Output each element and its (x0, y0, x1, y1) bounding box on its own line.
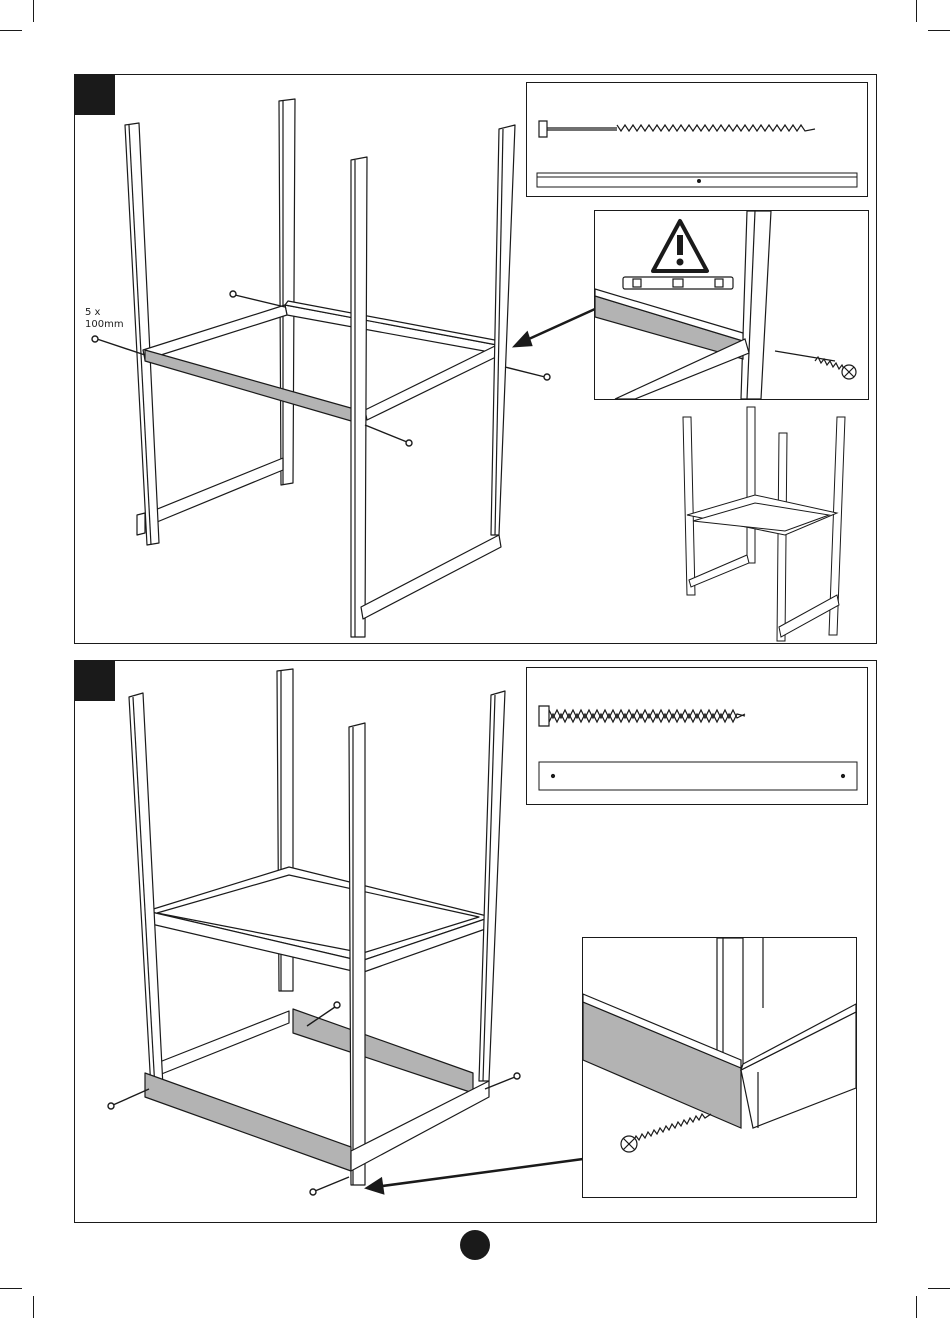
rail-two-holes-icon (527, 668, 867, 804)
crop-mark (33, 1296, 34, 1318)
step-1-hardware-inset (526, 82, 868, 197)
crop-mark (0, 30, 22, 31)
crop-mark (916, 0, 917, 22)
step-1-detail-drawing (595, 211, 868, 399)
screw-detail-icon (621, 1114, 711, 1152)
warning-triangle-icon (653, 221, 707, 271)
step-2-panel (74, 660, 877, 1223)
screw-quantity-label: 5 x 100mm (85, 307, 124, 330)
crop-mark (0, 1288, 22, 1289)
crop-mark (928, 1288, 950, 1289)
screw-detail-icon (815, 357, 856, 379)
step-1-detail-inset (594, 210, 869, 400)
crop-mark (928, 30, 950, 31)
step-2-detail-inset (582, 937, 857, 1198)
crop-mark (916, 1296, 917, 1318)
crop-mark (33, 0, 34, 22)
rail-one-hole-icon (527, 83, 867, 196)
spirit-level-icon (623, 277, 733, 289)
step-1-panel (74, 74, 877, 644)
step-2-hardware-inset (526, 667, 868, 805)
page-number-dot (460, 1230, 490, 1260)
step-2-detail-drawing (583, 938, 856, 1197)
